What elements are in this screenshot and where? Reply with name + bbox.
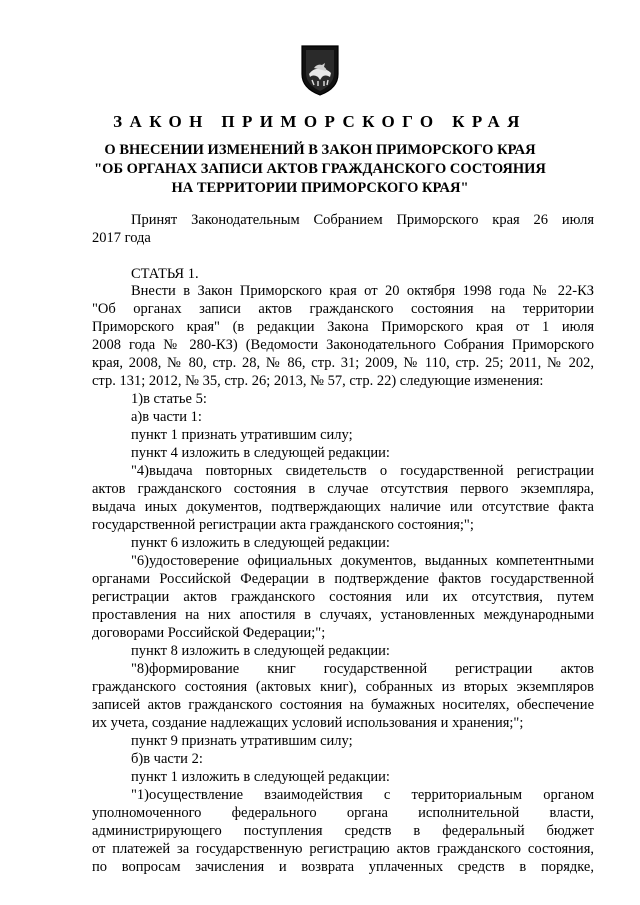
subtitle-line-2: "ОБ ОРГАНАХ ЗАПИСИ АКТОВ ГРАЖДАНСКОГО СОСТОЯНИЯ [94, 161, 546, 177]
body-line-17: регистрации актов гражданского состояния или их отсутствия, путем [92, 589, 594, 605]
body-line-4: края, 2008, № 80, стр. 28, № 86, стр. 31; 2009, № 110, стр. 25; 2011, № 202, [92, 355, 594, 371]
body-line-6: 1)в статье 5: [131, 391, 207, 407]
body-line-11: актов гражданского состояния в случае отсутствия первого экземпляра, [92, 481, 594, 497]
subtitle-line-1: О ВНЕСЕНИИ ИЗМЕНЕНИЙ В ЗАКОН ПРИМОРСКОГО КРАЯ [104, 142, 536, 158]
body-line-18: проставления на них апостиля в случаях, установленных международными [92, 607, 594, 623]
body-line-30: администрирующего поступления средств в федеральный бюджет [92, 823, 594, 839]
article-heading: СТАТЬЯ 1. [131, 266, 199, 282]
body-line-7: а)в части 1: [131, 409, 202, 425]
body-line-2: Приморского края" (в редакции Закона Приморского края от 1 июля [92, 319, 594, 335]
body-line-21: "8)формирование книг государственной регистрации актов [131, 661, 594, 677]
body-line-15: "6)удостоверение официальных документов, выданных компетентными [131, 553, 594, 569]
body-line-3: 2008 года № 280-КЗ) (Ведомости Законодательного Собрания Приморского [92, 337, 594, 353]
body-line-9: пункт 4 изложить в следующей редакции: [131, 445, 390, 461]
adopted-line-1: Принят Законодательным Собранием Приморского края 26 июля [131, 212, 594, 228]
body-line-10: "4)выдача повторных свидетельств о государственной регистрации [131, 463, 594, 479]
body-line-19: договорами Российской Федерации;"; [92, 625, 326, 641]
body-line-32: по вопросам зачисления и возврата уплаченных средств в порядке, [92, 859, 594, 875]
body-line-16: органами Российской Федерации в подтверждение фактов государственной [92, 571, 594, 587]
body-line-20: пункт 8 изложить в следующей редакции: [131, 643, 390, 659]
body-line-29: уполномоченного федерального органа исполнительной власти, [92, 805, 594, 821]
body-line-28: "1)осуществление взаимодействия с территориальным органом [131, 787, 594, 803]
body-line-5: стр. 131; 2012, № 35, стр. 26; 2013, № 57, стр. 22) следующие изменения: [92, 373, 544, 389]
subtitle-line-3: НА ТЕРРИТОРИИ ПРИМОРСКОГО КРАЯ" [171, 180, 469, 196]
coat-of-arms-icon [300, 44, 340, 96]
body-line-23: записей актов гражданского состояния на бумажных носителях, обеспечение [92, 697, 594, 713]
body-line-8: пункт 1 признать утратившим силу; [131, 427, 353, 443]
body-line-31: от платежей за государственную регистрацию актов гражданского состояния, [92, 841, 594, 857]
body-line-0: Внести в Закон Приморского края от 20 октября 1998 года № 22-КЗ [131, 283, 594, 299]
body-line-24: их учета, создание надлежащих условий использования и хранения;"; [92, 715, 524, 731]
adopted-line-2: 2017 года [92, 230, 151, 246]
body-line-27: пункт 1 изложить в следующей редакции: [131, 769, 390, 785]
body-line-14: пункт 6 изложить в следующей редакции: [131, 535, 390, 551]
document-title: ЗАКОН ПРИМОРСКОГО КРАЯ [113, 112, 527, 131]
body-line-22: гражданского состояния (актовых книг), собранных из вторых экземпляров [92, 679, 594, 695]
body-line-12: выдача иных документов, подтверждающих наличие или отсутствие факта [92, 499, 594, 515]
body-line-1: "Об органах записи актов гражданского состояния на территории [92, 301, 594, 317]
body-line-25: пункт 9 признать утратившим силу; [131, 733, 353, 749]
body-line-26: б)в части 2: [131, 751, 203, 767]
body-line-13: государственной регистрации акта гражданского состояния;"; [92, 517, 474, 533]
